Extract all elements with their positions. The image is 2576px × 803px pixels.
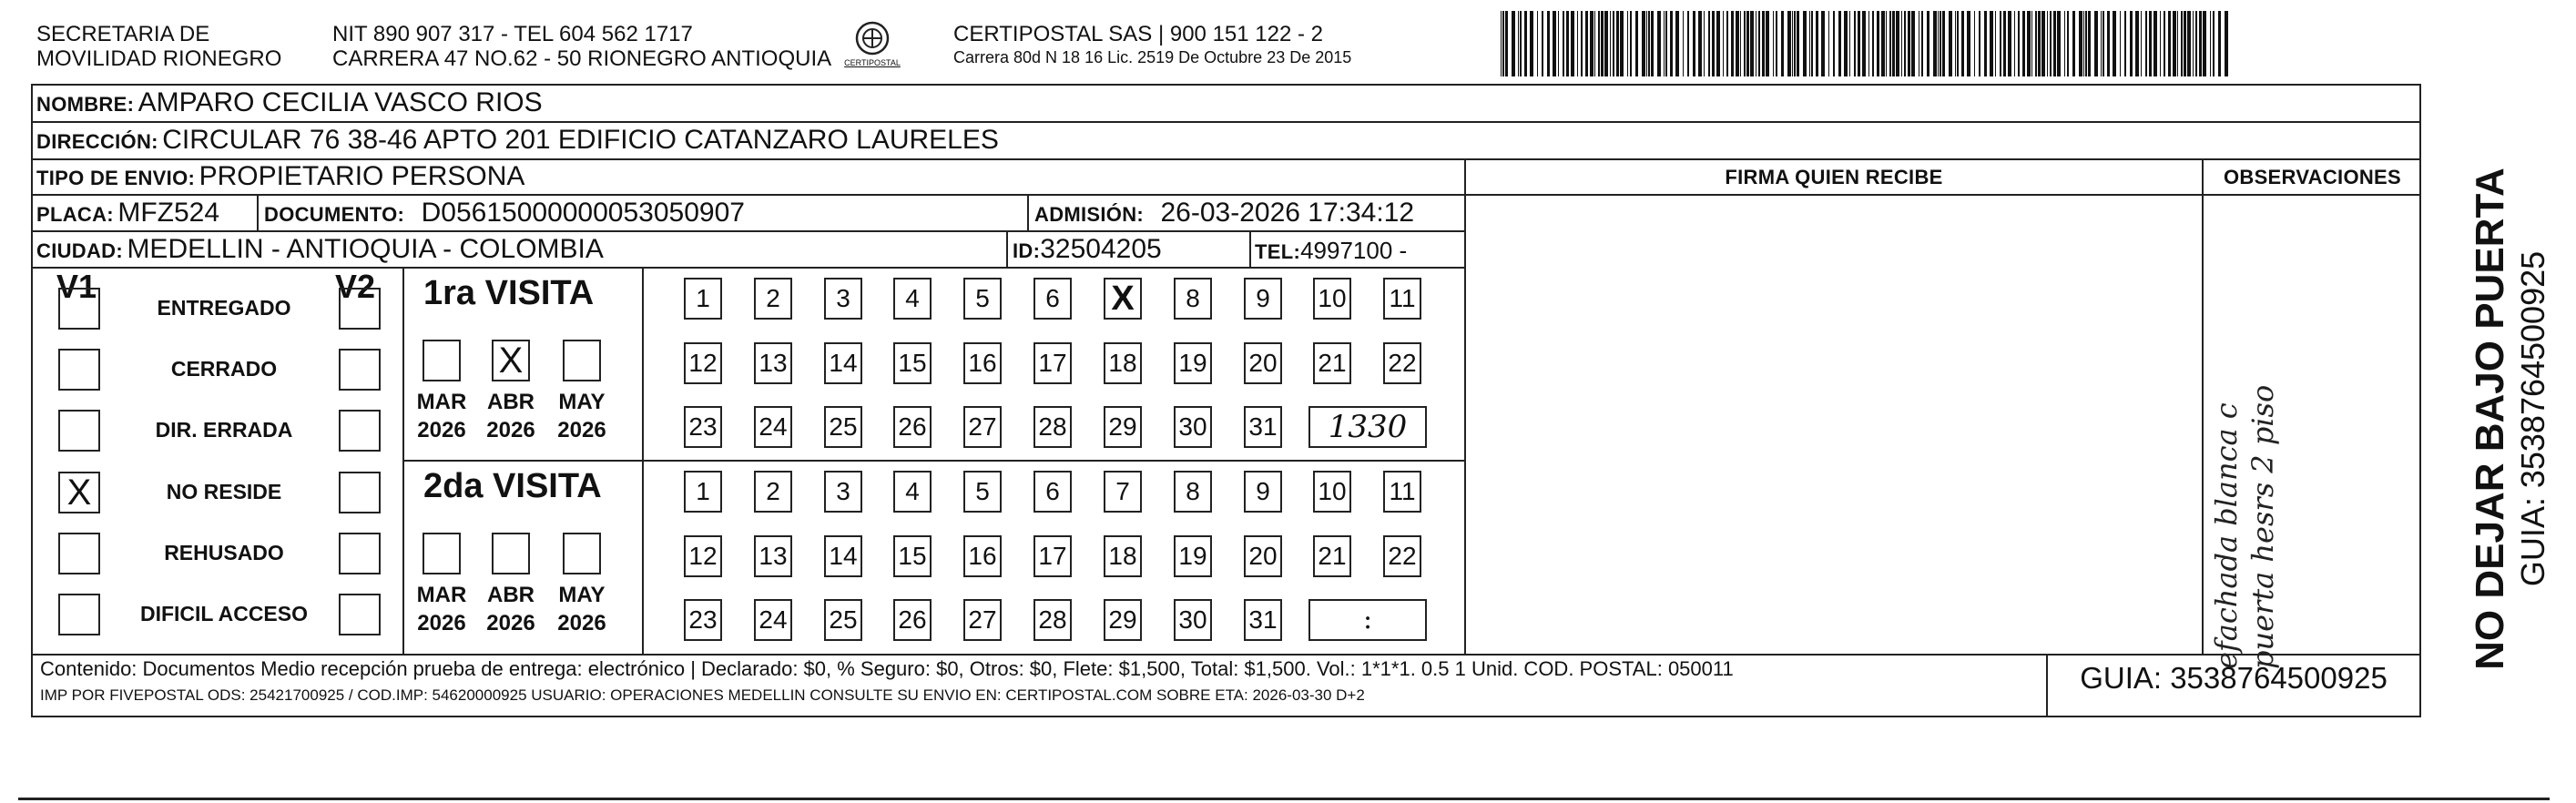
- tel-cell: [1255, 237, 1407, 265]
- documento-value: D05615000000053050907: [421, 198, 745, 228]
- footer-content: Contenido: Documentos Medio recepción prueba de entrega: electrónico | Declarado: $0, % Seguro: $0, Otros: $0, Flete: $1,500, Total: $1,500. Vol.: 1*1*1. 0.5 1 Unid. COD. POSTAL: 050011: [40, 657, 1734, 680]
- day-box[interactable]: 5: [963, 278, 1002, 320]
- v1-checkbox[interactable]: [58, 349, 100, 391]
- nit-line: NIT 890 907 317 - TEL 604 562 1717: [332, 22, 693, 46]
- day-box[interactable]: 3: [824, 278, 862, 320]
- time-box[interactable]: 1330: [1308, 406, 1427, 448]
- nombre-value: AMPARO CECILIA VASCO RIOS: [137, 87, 543, 117]
- day-box[interactable]: 25: [824, 406, 862, 448]
- direccion-row: [36, 125, 999, 156]
- nombre-row: [36, 87, 543, 118]
- day-box[interactable]: 10: [1313, 471, 1351, 513]
- day-box[interactable]: 22: [1383, 535, 1421, 577]
- month-name: MAR: [416, 390, 467, 414]
- day-box[interactable]: 15: [893, 342, 932, 384]
- day-box[interactable]: 14: [824, 535, 862, 577]
- admision-cell: [1034, 198, 1414, 229]
- issuer-info: [332, 22, 831, 71]
- month-name: ABR: [487, 390, 535, 414]
- barcode-icon: [1501, 11, 2231, 76]
- day-box[interactable]: 1: [684, 278, 722, 320]
- v1-checkbox[interactable]: [58, 594, 100, 635]
- day-box[interactable]: 24: [754, 406, 792, 448]
- day-box[interactable]: 20: [1244, 535, 1282, 577]
- day-box[interactable]: 20: [1244, 342, 1282, 384]
- observaciones-header: OBSERVACIONES: [2223, 166, 2401, 188]
- day-box[interactable]: 21: [1313, 342, 1351, 384]
- day-box[interactable]: 19: [1174, 342, 1212, 384]
- tel-value: 4997100 -: [1300, 237, 1408, 264]
- day-box[interactable]: 23: [684, 599, 722, 641]
- day-box[interactable]: 8: [1174, 471, 1212, 513]
- day-box[interactable]: 8: [1174, 278, 1212, 320]
- month-name: MAR: [416, 583, 467, 607]
- month-year: 2026: [486, 418, 535, 442]
- v2-checkbox[interactable]: [339, 349, 381, 391]
- status-label: CERRADO: [170, 357, 278, 381]
- day-box[interactable]: 29: [1104, 406, 1142, 448]
- day-box[interactable]: 12: [684, 535, 722, 577]
- v1-checkbox[interactable]: X: [58, 472, 100, 513]
- month-checkbox[interactable]: [423, 533, 461, 574]
- month-year: 2026: [417, 611, 466, 635]
- status-label: ENTREGADO: [157, 296, 291, 320]
- day-box[interactable]: 11: [1383, 471, 1421, 513]
- day-box[interactable]: 17: [1033, 535, 1072, 577]
- id-label: ID:: [1013, 239, 1041, 262]
- documento-cell: [264, 198, 745, 229]
- day-box[interactable]: 4: [893, 278, 932, 320]
- month-year: 2026: [557, 418, 606, 442]
- day-box[interactable]: 4: [893, 471, 932, 513]
- day-box[interactable]: 7: [1104, 471, 1142, 513]
- day-box[interactable]: 6: [1033, 278, 1072, 320]
- day-box[interactable]: 1: [684, 471, 722, 513]
- day-box[interactable]: 6: [1033, 471, 1072, 513]
- month-checkbox[interactable]: [563, 533, 601, 574]
- ciudad-label: CIUDAD:: [36, 239, 123, 262]
- id-value: 32504205: [1040, 234, 1162, 264]
- v1-checkbox[interactable]: [58, 288, 100, 330]
- month-year: 2026: [417, 418, 466, 442]
- day-box[interactable]: 2: [754, 471, 792, 513]
- org-line-1: SECRETARIA DE: [36, 22, 210, 46]
- v1-checkbox[interactable]: [58, 533, 100, 574]
- v2-checkbox[interactable]: [339, 288, 381, 330]
- v1-label: V1: [56, 268, 97, 305]
- v1-checkbox[interactable]: [58, 410, 100, 452]
- month-checkbox[interactable]: [563, 340, 601, 381]
- day-box[interactable]: 18: [1104, 535, 1142, 577]
- day-box[interactable]: 13: [754, 535, 792, 577]
- status-label: DIR. ERRADA: [155, 418, 293, 442]
- side-text: [2468, 164, 2576, 674]
- day-box[interactable]: 30: [1174, 406, 1212, 448]
- placa-cell: [36, 198, 219, 229]
- v2-checkbox[interactable]: [339, 472, 381, 513]
- side-guia: GUIA: 3538764500925: [2514, 250, 2551, 587]
- day-box[interactable]: 19: [1174, 535, 1212, 577]
- day-box[interactable]: 26: [893, 406, 932, 448]
- day-box[interactable]: 9: [1244, 278, 1282, 320]
- month-year: 2026: [486, 611, 535, 635]
- tipo-row: [36, 161, 524, 192]
- v2-checkbox[interactable]: [339, 410, 381, 452]
- side-warning: NO DEJAR BAJO PUERTA: [2468, 168, 2512, 670]
- org-line-2: MOVILIDAD RIONEGRO: [36, 46, 282, 71]
- status-label: REHUSADO: [164, 541, 284, 564]
- observaciones-area: [2204, 273, 2421, 669]
- month-name: MAY: [558, 390, 606, 414]
- visit-title: 2da VISITA: [423, 467, 602, 505]
- firma-header: FIRMA QUIEN RECIBE: [1725, 166, 1943, 188]
- v2-checkbox[interactable]: [339, 533, 381, 574]
- day-box[interactable]: 10: [1313, 278, 1351, 320]
- day-box[interactable]: 27: [963, 406, 1002, 448]
- month-name: ABR: [487, 583, 535, 607]
- admision-label: ADMISIÓN:: [1034, 203, 1145, 226]
- direccion-label: DIRECCIÓN:: [36, 130, 158, 153]
- month-checkbox[interactable]: X: [492, 340, 530, 381]
- day-box[interactable]: 18: [1104, 342, 1142, 384]
- courier-info: [953, 22, 1351, 69]
- v2-label: V2: [335, 268, 376, 305]
- visit-title: 1ra VISITA: [423, 274, 595, 312]
- day-box[interactable]: 31: [1244, 599, 1282, 641]
- month-name: MAY: [558, 583, 606, 607]
- day-box[interactable]: 21: [1313, 535, 1351, 577]
- day-box[interactable]: 11: [1383, 278, 1421, 320]
- admision-value: 26-03-2026 17:34:12: [1160, 198, 1415, 228]
- documento-label: DOCUMENTO:: [264, 203, 405, 226]
- day-box[interactable]: 16: [963, 342, 1002, 384]
- tipo-label: TIPO DE ENVIO:: [36, 167, 196, 189]
- day-box[interactable]: 24: [754, 599, 792, 641]
- day-box[interactable]: 16: [963, 535, 1002, 577]
- courier-line-2: Carrera 80d N 18 16 Lic. 2519 De Octubre 23 De 2015: [953, 48, 1352, 66]
- tipo-value: PROPIETARIO PERSONA: [199, 161, 525, 191]
- day-box[interactable]: 5: [963, 471, 1002, 513]
- day-box[interactable]: 27: [963, 599, 1002, 641]
- day-box[interactable]: 22: [1383, 342, 1421, 384]
- logo-text: CERTIPOSTAL: [844, 58, 901, 67]
- v2-checkbox[interactable]: [339, 594, 381, 635]
- direccion-value: CIRCULAR 76 38-46 APTO 201 EDIFICIO CATANZARO LAURELES: [162, 125, 999, 155]
- month-year: 2026: [557, 611, 606, 635]
- ciudad-cell: [36, 234, 604, 265]
- day-box[interactable]: 2: [754, 278, 792, 320]
- day-box[interactable]: 26: [893, 599, 932, 641]
- ciudad-value: MEDELLIN - ANTIOQUIA - COLOMBIA: [127, 234, 604, 264]
- placa-value: MFZ524: [117, 198, 220, 228]
- status-label: DIFICIL ACCESO: [139, 602, 308, 625]
- day-box[interactable]: 9: [1244, 471, 1282, 513]
- day-box[interactable]: 14: [824, 342, 862, 384]
- address-line: CARRERA 47 NO.62 - 50 RIONEGRO ANTIOQUIA: [332, 46, 832, 71]
- day-box[interactable]: 12: [684, 342, 722, 384]
- day-box[interactable]: 28: [1033, 599, 1072, 641]
- day-box[interactable]: X: [1104, 278, 1142, 320]
- day-box[interactable]: 29: [1104, 599, 1142, 641]
- day-box[interactable]: 15: [893, 535, 932, 577]
- day-box[interactable]: 23: [684, 406, 722, 448]
- day-box[interactable]: 28: [1033, 406, 1072, 448]
- month-checkbox[interactable]: [492, 533, 530, 574]
- day-box[interactable]: 25: [824, 599, 862, 641]
- footer-guia: GUIA: 3538764500925: [2080, 661, 2388, 695]
- day-box[interactable]: 30: [1174, 599, 1212, 641]
- day-box[interactable]: 13: [754, 342, 792, 384]
- observaciones-note: efachada blanca c puerta hesrs 2 piso: [2209, 384, 2280, 669]
- courier-line-1: CERTIPOSTAL SAS | 900 151 122 - 2: [953, 22, 1323, 46]
- day-box[interactable]: 3: [824, 471, 862, 513]
- month-checkbox[interactable]: [423, 340, 461, 381]
- certipostal-logo-icon: [836, 18, 909, 75]
- tel-label: TEL:: [1255, 240, 1301, 263]
- nombre-label: NOMBRE:: [36, 93, 135, 116]
- time-box[interactable]: :: [1308, 599, 1427, 641]
- day-box[interactable]: 31: [1244, 406, 1282, 448]
- status-label: NO RESIDE: [166, 480, 282, 503]
- placa-label: PLACA:: [36, 203, 114, 226]
- day-box[interactable]: 17: [1033, 342, 1072, 384]
- org-name: [36, 22, 281, 71]
- footer-imp: IMP POR FIVEPOSTAL ODS: 25421700925 / COD.IMP: 54620000925 USUARIO: OPERACIONES MEDELLIN CONSULTE SU ENVIO EN: CERTIPOSTAL.COM SOBRE ETA: 2026-03-30 D+2: [40, 686, 1365, 704]
- id-cell: [1013, 234, 1162, 265]
